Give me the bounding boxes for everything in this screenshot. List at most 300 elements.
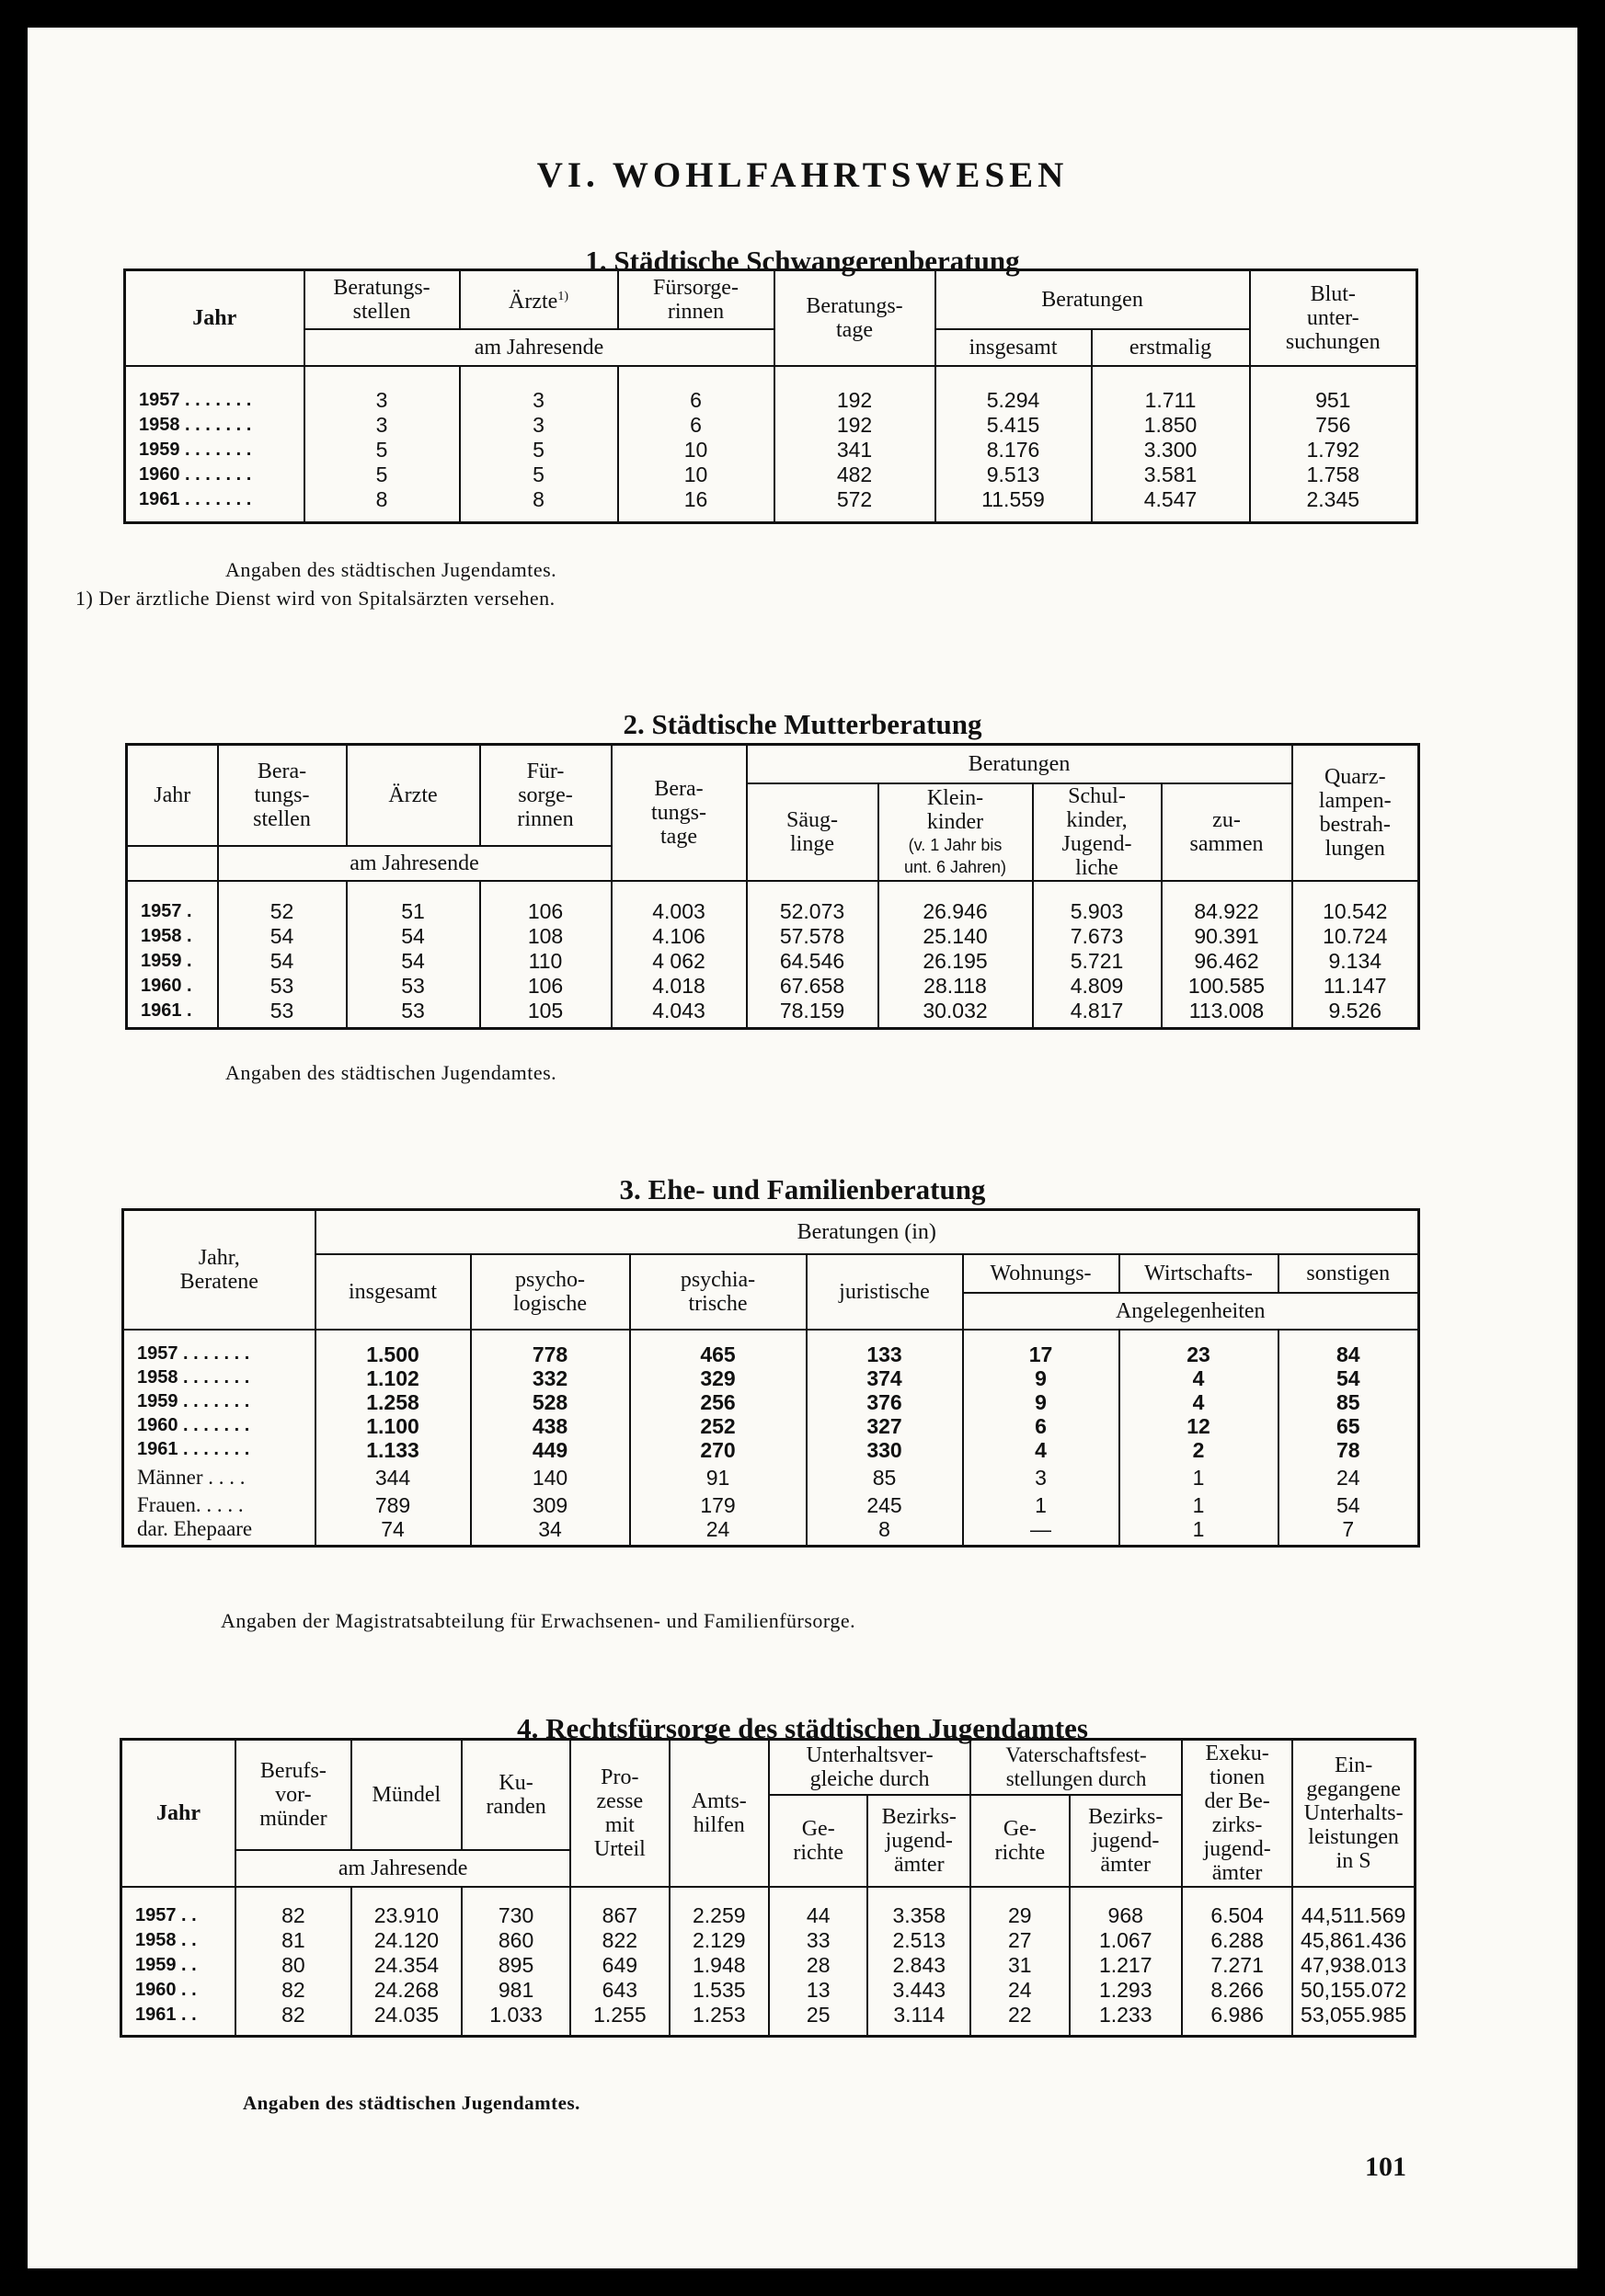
table-row <box>125 438 1417 463</box>
cell-u_ger: 13 <box>769 1978 867 2003</box>
cell-insg: 344 <box>315 1462 471 1493</box>
cell-erst: 3.581 <box>1092 463 1250 487</box>
table1-title: 1. Städtische Schwangerenberatung <box>585 245 1020 277</box>
cell-wohn: 9 <box>963 1366 1119 1390</box>
cell-year: 1958 . . <box>135 1929 197 1950</box>
table-row <box>123 1366 1419 1390</box>
cell-berufs: 82 <box>235 1903 351 1928</box>
cell-quarz: 9.134 <box>1292 949 1419 974</box>
cell-u_ger: 33 <box>769 1928 867 1953</box>
cell-insg: 1.133 <box>315 1438 471 1462</box>
cell-zus: 90.391 <box>1162 924 1292 949</box>
cell-psychia: 179 <box>630 1493 807 1517</box>
cell-jur: 327 <box>807 1414 963 1438</box>
table1 <box>123 268 1418 524</box>
cell-v_bez: 968 <box>1070 1903 1182 1928</box>
cell-label: dar. Ehepaare <box>137 1516 253 1540</box>
col-beratungsstellen: Bera- tungs- stellen <box>218 745 347 846</box>
cell-wirt: 2 <box>1119 1438 1278 1462</box>
table2 <box>125 743 1420 1030</box>
col-v-gerichte: Ge- richte <box>970 1795 1069 1887</box>
table-row <box>123 1390 1419 1414</box>
table-row <box>123 1493 1419 1517</box>
table-row <box>125 463 1417 487</box>
cell-aerzte: 53 <box>347 999 480 1023</box>
col-jahr: Jahr <box>192 305 237 330</box>
col-schulkinder: Schul- kinder, Jugend- liche <box>1033 783 1162 881</box>
cell-psycho: 332 <box>471 1366 630 1390</box>
cell-year: 1959 . . <box>135 1954 197 1975</box>
cell-stellen: 54 <box>218 924 347 949</box>
cell-sonst: 85 <box>1278 1390 1419 1414</box>
table-row <box>127 999 1419 1023</box>
cell-year: 1961 . . <box>135 2004 197 2025</box>
cell-saeug: 57.578 <box>747 924 878 949</box>
col-beratungen: Beratungen <box>935 270 1250 329</box>
cell-year: 1960 . . . . . . . <box>139 463 252 485</box>
cell-label: Frauen. . . . . <box>137 1492 244 1516</box>
cell-sonst: 54 <box>1278 1366 1419 1390</box>
table-row <box>123 1342 1419 1366</box>
cell-insg: 1.100 <box>315 1414 471 1438</box>
col-jahr-beratene: Jahr, Beratene <box>179 1245 258 1294</box>
cell-klein: 28.118 <box>878 974 1033 999</box>
cell-psychia: 91 <box>630 1462 807 1493</box>
cell-blut: 2.345 <box>1250 487 1417 512</box>
cell-berufs: 82 <box>235 1978 351 2003</box>
cell-v_bez: 1.293 <box>1070 1978 1182 2003</box>
cell-stellen: 5 <box>304 463 460 487</box>
cell-stellen: 8 <box>304 487 460 512</box>
col-beratungsstellen: Beratungs- stellen <box>304 270 460 329</box>
cell-exek: 6.986 <box>1182 2003 1292 2028</box>
cell-prozesse: 643 <box>570 1978 669 2003</box>
cell-year: 1960 . . <box>135 1979 197 2000</box>
cell-psychia: 252 <box>630 1414 807 1438</box>
cell-year: 1958 . <box>141 925 192 946</box>
cell-stellen: 53 <box>218 974 347 999</box>
cell-label: 1959 . . . . . . . <box>137 1391 250 1411</box>
page-title: VI. WOHLFAHRTSWESEN <box>536 155 1069 195</box>
cell-ein: 44,511.569 <box>1292 1903 1415 1928</box>
table-row <box>127 924 1419 949</box>
cell-psychia: 24 <box>630 1517 807 1541</box>
cell-fuersorge: 6 <box>618 413 774 438</box>
table-row <box>121 2003 1416 2028</box>
table-row <box>125 487 1417 512</box>
cell-tage: 572 <box>774 487 935 512</box>
col-wirtschafts: Wirtschafts- <box>1119 1254 1278 1293</box>
cell-fuersorge: 106 <box>480 974 612 999</box>
cell-aerzte: 53 <box>347 974 480 999</box>
col-u-gerichte: Ge- richte <box>769 1795 867 1887</box>
cell-wirt: 1 <box>1119 1493 1278 1517</box>
table2-title: 2. Städtische Mutterberatung <box>623 708 982 740</box>
cell-tage: 341 <box>774 438 935 463</box>
col-insgesamt: insgesamt <box>935 329 1092 366</box>
cell-year: 1959 . <box>141 950 192 971</box>
cell-insg: 9.513 <box>935 463 1092 487</box>
cell-muendel: 24.354 <box>351 1953 462 1978</box>
cell-ein: 45,861.436 <box>1292 1928 1415 1953</box>
cell-wohn: 3 <box>963 1462 1119 1493</box>
cell-insg: 1.258 <box>315 1390 471 1414</box>
cell-wohn: 9 <box>963 1390 1119 1414</box>
cell-quarz: 10.542 <box>1292 899 1419 924</box>
cell-sonst: 84 <box>1278 1342 1419 1366</box>
cell-erst: 1.711 <box>1092 388 1250 413</box>
col-aerzte-label: Ärzte <box>509 290 558 314</box>
cell-aerzte: 54 <box>347 949 480 974</box>
cell-blut: 756 <box>1250 413 1417 438</box>
cell-muendel: 24.120 <box>351 1928 462 1953</box>
cell-wirt: 1 <box>1119 1462 1278 1493</box>
cell-tage: 482 <box>774 463 935 487</box>
cell-wirt: 1 <box>1119 1517 1278 1541</box>
cell-aerzte: 5 <box>460 438 618 463</box>
table-row <box>127 899 1419 924</box>
cell-v_ger: 22 <box>970 2003 1069 2028</box>
cell-prozesse: 867 <box>570 1903 669 1928</box>
col-berufsvormuender: Berufs- vor- münder <box>235 1740 351 1850</box>
cell-muendel: 24.268 <box>351 1978 462 2003</box>
cell-berufs: 82 <box>235 2003 351 2028</box>
table4 <box>120 1738 1416 2038</box>
table-row <box>123 1462 1419 1493</box>
cell-tage: 4.043 <box>612 999 747 1023</box>
cell-exek: 6.288 <box>1182 1928 1292 1953</box>
cell-berufs: 81 <box>235 1928 351 1953</box>
cell-year: 1957 . . . . . . . <box>139 389 252 410</box>
col-sonstigen: sonstigen <box>1278 1254 1419 1293</box>
cell-ein: 47,938.013 <box>1292 1953 1415 1978</box>
cell-wohn: 1 <box>963 1493 1119 1517</box>
cell-insg: 5.294 <box>935 388 1092 413</box>
cell-stellen: 3 <box>304 388 460 413</box>
cell-prozesse: 649 <box>570 1953 669 1978</box>
cell-wohn: 17 <box>963 1342 1119 1366</box>
col-am-jahresende: am Jahresende <box>304 329 774 366</box>
cell-quarz: 10.724 <box>1292 924 1419 949</box>
cell-psycho: 309 <box>471 1493 630 1517</box>
cell-stellen: 54 <box>218 949 347 974</box>
cell-insg: 74 <box>315 1517 471 1541</box>
table4-source: Angaben des städtischen Jugendamtes. <box>243 2092 580 2114</box>
cell-v_bez: 1.067 <box>1070 1928 1182 1953</box>
cell-label: 1960 . . . . . . . <box>137 1415 250 1435</box>
document-page <box>28 28 1577 2268</box>
col-am-jahresende: am Jahresende <box>235 1850 570 1887</box>
col-quarzlampen: Quarz- lampen- bestrah- lungen <box>1292 745 1419 881</box>
footnote-text: Der ärztliche Dienst wird von Spitalsärzten versehen. <box>98 587 556 610</box>
cell-year: 1958 . . . . . . . <box>139 414 252 435</box>
cell-muendel: 24.035 <box>351 2003 462 2028</box>
cell-label: 1957 . . . . . . . <box>137 1343 250 1364</box>
col-saeuglinge: Säug- linge <box>747 783 878 881</box>
cell-insg: 11.559 <box>935 487 1092 512</box>
cell-jur: 85 <box>807 1462 963 1493</box>
cell-kuranden: 1.033 <box>462 2003 570 2028</box>
cell-year: 1960 . <box>141 975 192 996</box>
col-zusammen: zu- sammen <box>1162 783 1292 881</box>
cell-psycho: 778 <box>471 1342 630 1366</box>
cell-amts: 2.259 <box>670 1903 769 1928</box>
col-juristische: juristische <box>807 1254 963 1330</box>
col-psychologische: psycho- logische <box>471 1254 630 1330</box>
cell-aerzte: 3 <box>460 413 618 438</box>
cell-prozesse: 1.255 <box>570 2003 669 2028</box>
cell-aerzte: 3 <box>460 388 618 413</box>
cell-fuersorge: 108 <box>480 924 612 949</box>
col-beratungstage: Bera- tungs- tage <box>612 745 747 881</box>
cell-ein: 53,055.985 <box>1292 2003 1415 2028</box>
cell-u_bez: 3.443 <box>867 1978 970 2003</box>
cell-stellen: 52 <box>218 899 347 924</box>
cell-year: 1957 . . <box>135 1904 197 1925</box>
table-row <box>125 388 1417 413</box>
cell-zus: 84.922 <box>1162 899 1292 924</box>
cell-u_bez: 3.114 <box>867 2003 970 2028</box>
cell-jur: 374 <box>807 1366 963 1390</box>
cell-saeug: 67.658 <box>747 974 878 999</box>
col-fuersorgerinnen: Fürsorge- rinnen <box>618 270 774 329</box>
col-v-bezirke: Bezirks- jugend- ämter <box>1070 1795 1182 1887</box>
cell-u_bez: 3.358 <box>867 1903 970 1928</box>
cell-v_ger: 27 <box>970 1928 1069 1953</box>
cell-v_ger: 24 <box>970 1978 1069 2003</box>
cell-schul: 5.903 <box>1033 899 1162 924</box>
col-beratungstage: Beratungs- tage <box>774 270 935 366</box>
cell-zus: 100.585 <box>1162 974 1292 999</box>
cell-psychia: 465 <box>630 1342 807 1366</box>
cell-saeug: 52.073 <box>747 899 878 924</box>
col-jahr: Jahr <box>154 782 191 807</box>
col-kleinkinder-note: (v. 1 Jahr bis unt. 6 Jahren) <box>903 835 1007 876</box>
cell-tage: 192 <box>774 388 935 413</box>
col-prozesse: Pro- zesse mit Urteil <box>570 1740 669 1887</box>
cell-aerzte: 54 <box>347 924 480 949</box>
footnote-ref: 1) <box>557 290 568 304</box>
cell-tage: 4.106 <box>612 924 747 949</box>
cell-insg: 789 <box>315 1493 471 1517</box>
cell-label: 1958 . . . . . . . <box>137 1367 250 1388</box>
cell-kuranden: 860 <box>462 1928 570 1953</box>
col-muendel: Mündel <box>351 1740 462 1850</box>
cell-jur: 133 <box>807 1342 963 1366</box>
cell-schul: 7.673 <box>1033 924 1162 949</box>
cell-psycho: 449 <box>471 1438 630 1462</box>
cell-u_ger: 44 <box>769 1903 867 1928</box>
cell-jur: 376 <box>807 1390 963 1414</box>
cell-aerzte: 51 <box>347 899 480 924</box>
cell-ein: 50,155.072 <box>1292 1978 1415 2003</box>
cell-u_ger: 25 <box>769 2003 867 2028</box>
cell-fuersorge: 16 <box>618 487 774 512</box>
cell-label: 1961 . . . . . . . <box>137 1439 250 1459</box>
cell-psycho: 528 <box>471 1390 630 1414</box>
cell-erst: 3.300 <box>1092 438 1250 463</box>
table-row <box>121 1978 1416 2003</box>
cell-psycho: 34 <box>471 1517 630 1541</box>
cell-aerzte: 5 <box>460 463 618 487</box>
cell-aerzte: 8 <box>460 487 618 512</box>
cell-berufs: 80 <box>235 1953 351 1978</box>
cell-wirt: 23 <box>1119 1342 1278 1366</box>
cell-zus: 96.462 <box>1162 949 1292 974</box>
table-row <box>123 1414 1419 1438</box>
col-angelegenheiten: Angelegenheiten <box>963 1293 1419 1330</box>
col-aerzte: Ärzte <box>347 745 480 846</box>
col-kuranden: Ku- randen <box>462 1740 570 1850</box>
col-erstmalig: erstmalig <box>1092 329 1250 366</box>
cell-fuersorge: 105 <box>480 999 612 1023</box>
cell-schul: 4.809 <box>1033 974 1162 999</box>
page-number: 101 <box>1365 2152 1406 2182</box>
cell-u_bez: 2.513 <box>867 1928 970 1953</box>
cell-jur: 245 <box>807 1493 963 1517</box>
col-fuersorgerinnen: Für- sorge- rinnen <box>480 745 612 846</box>
table2-source: Angaben des städtischen Jugendamtes. <box>225 1061 557 1084</box>
cell-year: 1961 . . . . . . . <box>139 488 252 509</box>
cell-insg: 8.176 <box>935 438 1092 463</box>
cell-psychia: 256 <box>630 1390 807 1414</box>
cell-label: Männer . . . . <box>137 1465 246 1489</box>
col-amtshilfen: Amts- hilfen <box>670 1740 769 1887</box>
cell-tage: 192 <box>774 413 935 438</box>
cell-fuersorge: 6 <box>618 388 774 413</box>
cell-blut: 1.758 <box>1250 463 1417 487</box>
cell-exek: 6.504 <box>1182 1903 1292 1928</box>
cell-psycho: 438 <box>471 1414 630 1438</box>
cell-tage: 4.003 <box>612 899 747 924</box>
table4-title: 4. Rechtsfürsorge des städtischen Jugendamtes <box>517 1712 1088 1744</box>
cell-klein: 26.195 <box>878 949 1033 974</box>
cell-schul: 5.721 <box>1033 949 1162 974</box>
cell-amts: 2.129 <box>670 1928 769 1953</box>
cell-amts: 1.948 <box>670 1953 769 1978</box>
table-row <box>121 1953 1416 1978</box>
col-kleinkinder-label: Klein- kinder <box>926 785 984 834</box>
cell-insg: 1.102 <box>315 1366 471 1390</box>
cell-year: 1961 . <box>141 1000 192 1021</box>
cell-jur: 8 <box>807 1517 963 1541</box>
cell-exek: 8.266 <box>1182 1978 1292 2003</box>
cell-u_ger: 28 <box>769 1953 867 1978</box>
col-blutuntersuchungen: Blut- unter- suchungen <box>1250 270 1417 366</box>
cell-muendel: 23.910 <box>351 1903 462 1928</box>
cell-tage: 4.018 <box>612 974 747 999</box>
cell-quarz: 9.526 <box>1292 999 1419 1023</box>
table-row <box>123 1438 1419 1462</box>
cell-year: 1957 . <box>141 900 192 921</box>
table1-source: Angaben des städtischen Jugendamtes. <box>225 558 557 581</box>
cell-saeug: 64.546 <box>747 949 878 974</box>
cell-year: 1959 . . . . . . . <box>139 439 252 460</box>
cell-erst: 1.850 <box>1092 413 1250 438</box>
cell-insg: 1.500 <box>315 1342 471 1366</box>
cell-psychia: 270 <box>630 1438 807 1462</box>
cell-stellen: 3 <box>304 413 460 438</box>
cell-sonst: 65 <box>1278 1414 1419 1438</box>
table-row <box>127 949 1419 974</box>
col-beratungen: Beratungen <box>747 745 1292 783</box>
cell-fuersorge: 110 <box>480 949 612 974</box>
table3 <box>121 1208 1420 1548</box>
col-eingegangene: Ein- gegangene Unterhalts- leistungen in S <box>1292 1740 1415 1887</box>
cell-zus: 113.008 <box>1162 999 1292 1023</box>
table-row <box>127 974 1419 999</box>
cell-tage: 4 062 <box>612 949 747 974</box>
cell-wirt: 4 <box>1119 1390 1278 1414</box>
cell-wirt: 12 <box>1119 1414 1278 1438</box>
cell-sonst: 78 <box>1278 1438 1419 1462</box>
cell-saeug: 78.159 <box>747 999 878 1023</box>
cell-wirt: 4 <box>1119 1366 1278 1390</box>
cell-insg: 5.415 <box>935 413 1092 438</box>
cell-stellen: 53 <box>218 999 347 1023</box>
col-jahr: Jahr <box>156 1800 201 1825</box>
table3-source: Angaben der Magistratsabteilung für Erwachsenen- und Familienfürsorge. <box>221 1609 856 1632</box>
cell-kuranden: 895 <box>462 1953 570 1978</box>
col-insgesamt: insgesamt <box>315 1254 471 1330</box>
table-row <box>121 1903 1416 1928</box>
col-kleinkinder <box>878 783 1033 881</box>
cell-wohn: 6 <box>963 1414 1119 1438</box>
cell-klein: 30.032 <box>878 999 1033 1023</box>
cell-v_ger: 29 <box>970 1903 1069 1928</box>
cell-kuranden: 981 <box>462 1978 570 2003</box>
col-am-jahresende: am Jahresende <box>218 846 612 881</box>
col-wohnungs: Wohnungs- <box>963 1254 1119 1293</box>
col-vaterschaft: Vaterschaftsfest- stellungen durch <box>970 1740 1182 1795</box>
table1-footnote <box>75 587 556 611</box>
table-row <box>121 1928 1416 1953</box>
cell-fuersorge: 10 <box>618 438 774 463</box>
cell-klein: 25.140 <box>878 924 1033 949</box>
cell-sonst: 54 <box>1278 1493 1419 1517</box>
footnote-marker: 1) <box>75 587 94 610</box>
cell-kuranden: 730 <box>462 1903 570 1928</box>
cell-klein: 26.946 <box>878 899 1033 924</box>
cell-schul: 4.817 <box>1033 999 1162 1023</box>
table-row <box>125 413 1417 438</box>
col-psychiatrische: psychia- trische <box>630 1254 807 1330</box>
cell-v_bez: 1.233 <box>1070 2003 1182 2028</box>
cell-fuersorge: 106 <box>480 899 612 924</box>
cell-psycho: 140 <box>471 1462 630 1493</box>
col-unterhaltsvergleiche: Unterhaltsver- gleiche durch <box>769 1740 970 1795</box>
cell-jur: 330 <box>807 1438 963 1462</box>
cell-quarz: 11.147 <box>1292 974 1419 999</box>
col-aerzte <box>460 270 618 329</box>
cell-prozesse: 822 <box>570 1928 669 1953</box>
col-u-bezirke: Bezirks- jugend- ämter <box>867 1795 970 1887</box>
cell-wohn: — <box>963 1517 1119 1541</box>
cell-amts: 1.535 <box>670 1978 769 2003</box>
cell-wohn: 4 <box>963 1438 1119 1462</box>
cell-u_bez: 2.843 <box>867 1953 970 1978</box>
cell-blut: 951 <box>1250 388 1417 413</box>
cell-v_ger: 31 <box>970 1953 1069 1978</box>
col-exekutionen: Exeku- tionen der Be- zirks- jugend- ämter <box>1182 1740 1292 1887</box>
table3-title: 3. Ehe- und Familienberatung <box>619 1173 986 1205</box>
cell-v_bez: 1.217 <box>1070 1953 1182 1978</box>
cell-amts: 1.253 <box>670 2003 769 2028</box>
cell-fuersorge: 10 <box>618 463 774 487</box>
cell-blut: 1.792 <box>1250 438 1417 463</box>
cell-erst: 4.547 <box>1092 487 1250 512</box>
col-beratungen-in: Beratungen (in) <box>315 1210 1419 1254</box>
